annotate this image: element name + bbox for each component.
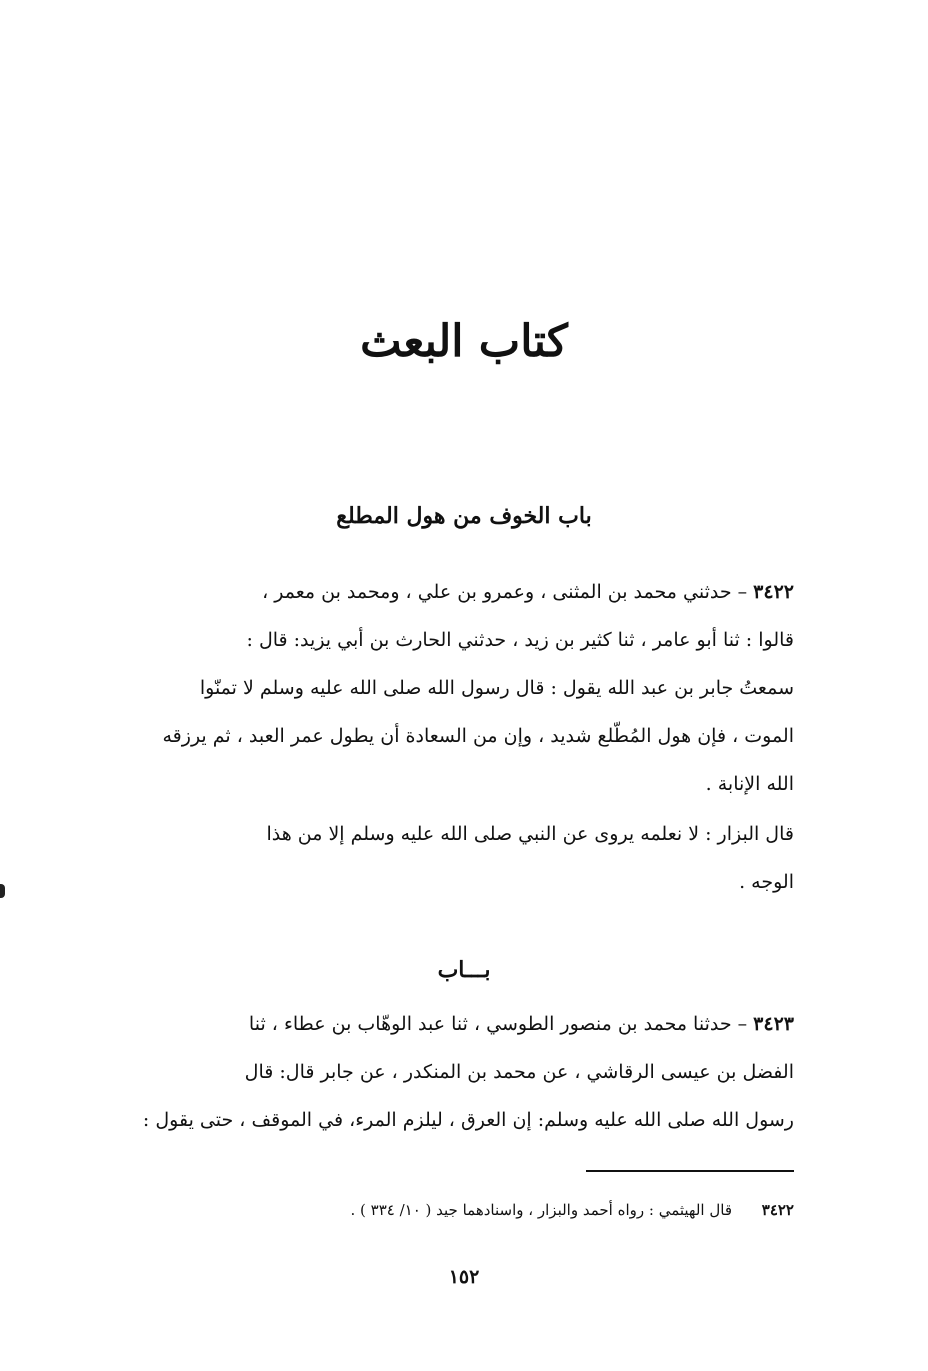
note-line: الوجه . <box>739 871 794 893</box>
bab-title: بـــاب <box>437 957 491 983</box>
note-line: قال البزار : لا نعلمه يروى عن النبي صلى الله عليه وسلم إلا من هذا <box>266 823 794 845</box>
footnote-text: قال الهيثمي : رواه أحمد والبزار ، واسنادهما جيد ( ١٠/ ٣٣٤ ) . <box>350 1201 732 1219</box>
hadith-3423 <box>136 1000 794 1144</box>
hadith-line: رسول الله صلى الله عليه وسلم: إن العرق ، ليلزم المرء، في الموقف ، حتى يقول : <box>142 1109 794 1131</box>
hadith-number: ٣٤٢٣ <box>753 1013 794 1035</box>
hadith-text: – حدثني محمد بن المثنى ، وعمرو بن علي ، ومحمد بن معمر ، <box>262 581 748 603</box>
page-number: ١٥٢ <box>448 1266 480 1288</box>
chapter-title: باب الخوف من هول المطلع <box>336 503 592 529</box>
hadith-number: ٣٤٢٢ <box>753 581 794 603</box>
book-title: كتاب البعث <box>360 316 568 367</box>
hadith-line <box>136 1000 794 1048</box>
scan-edge-mark <box>0 884 5 898</box>
bazzar-note <box>136 810 794 906</box>
hadith-line: الموت ، فإن هول المُطّلع شديد ، وإن من السعادة أن يطول عمر العبد ، ثم يرزقه <box>162 725 794 747</box>
hadith-line: الله الإنابة . <box>705 773 794 795</box>
hadith-line: الفضل بن عيسى الرقاشي ، عن محمد بن المنكدر ، عن جابر قال: قال <box>244 1061 794 1083</box>
hadith-3422 <box>136 568 794 808</box>
hadith-line: سمعتُ جابر بن عبد الله يقول : قال رسول الله صلى الله عليه وسلم لا تمنّوا <box>199 677 794 699</box>
footnote-number: ٣٤٢٢ <box>761 1201 794 1219</box>
hadith-line <box>136 568 794 616</box>
footnote-divider <box>586 1170 794 1172</box>
hadith-line: قالوا : ثنا أبو عامر ، ثنا كثير بن زيد ، حدثني الحارث بن أبي يزيد: قال : <box>246 629 794 651</box>
footnote <box>180 1196 794 1224</box>
hadith-text: – حدثنا محمد بن منصور الطوسي ، ثنا عبد الوهّاب بن عطاء ، ثنا <box>248 1013 748 1035</box>
